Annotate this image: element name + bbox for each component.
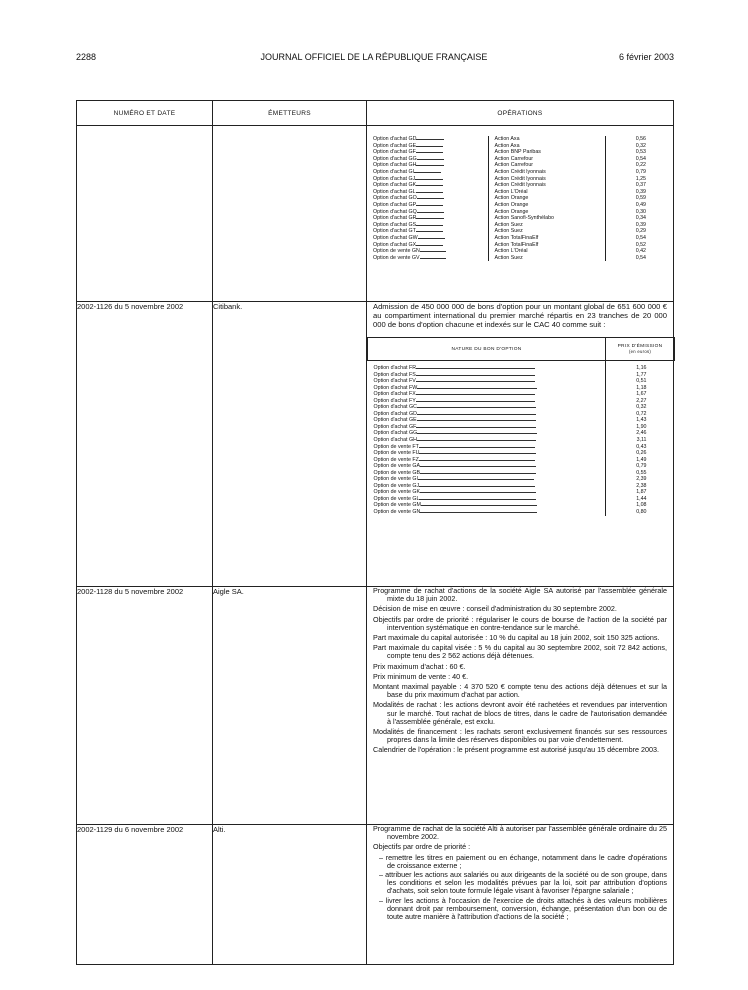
underlying-cell: Action Orange (488, 209, 605, 216)
option-name: Option de vente GN (373, 509, 421, 516)
option-name: Option de vente GA (373, 463, 421, 470)
option-row (367, 228, 674, 235)
price-cell: 0,42 (635, 248, 646, 255)
price-cell: 0,39 (635, 221, 646, 228)
option-name: Option d'achat GR (373, 215, 417, 222)
price-cell: 0,52 (635, 241, 646, 248)
paragraph: Programme de rachat de la société Alti à autoriser par l'assemblée générale ordinaire du 25 novembre 2002. (373, 824, 667, 842)
column-header-number: NUMÉRO ET DATE (77, 101, 213, 126)
underlying-cell: Action BNP Paribas (488, 149, 605, 156)
table-row (77, 302, 674, 587)
option-row (367, 195, 674, 202)
option-name: Option de vente GM (373, 502, 421, 509)
price-cell: 0,32 (606, 404, 675, 411)
price-cell: 0,30 (635, 208, 646, 215)
price-cell: 1,90 (606, 424, 675, 431)
option-name: Option d'achat FX (373, 391, 416, 398)
option-name: Option d'achat GW (373, 234, 418, 241)
dot-leader (416, 242, 443, 246)
dot-leader (416, 222, 443, 226)
underlying-cell: Action Carrefour (488, 162, 605, 169)
issuer-cell: Aigle SA. (213, 587, 367, 825)
underlying-cell: Action Suez (488, 222, 605, 229)
underlying-cell: Action Axa (488, 136, 605, 143)
dot-leader (419, 444, 535, 448)
option-row (367, 136, 674, 143)
number-date-cell: 2002-1128 du 5 novembre 2002 (77, 587, 213, 825)
price-cell: 0,54 (635, 234, 646, 241)
dot-leader (419, 457, 535, 461)
option-name: Option d'achat GX (373, 241, 417, 248)
option-name: Option d'achat FR (373, 365, 417, 371)
option-name-cell (368, 361, 606, 372)
underlying-cell: Action Suez (488, 228, 605, 235)
paragraph: Part maximale du capital visée : 5 % du capital au 30 septembre 2002, soit 72 842 actions, compte tenu des 2 562 actions déjà détenues. (373, 643, 667, 661)
dot-leader (420, 463, 536, 467)
price-cell: 1,43 (606, 417, 675, 424)
issuer-cell: Citibank. (213, 302, 367, 587)
option-row (367, 235, 674, 242)
option-name: Option d'achat GG (373, 155, 417, 162)
dot-leader (418, 476, 534, 480)
underlying-cell: Action Crédit lyonnais (488, 169, 605, 176)
option-name-cell (367, 235, 488, 242)
paragraph: Calendrier de l'opération : le présent programme est autorisé jusqu'au 15 décembre 2003. (373, 745, 660, 755)
paragraph: Modalités de rachat : les actions devront avoir été rachetées et revendues par intervention sur le marché. Tout rachat de blocs de titres, dans le cadre de l'autorisation demandée à l'assemblée générale, est exclu. (373, 700, 667, 726)
dot-leader (417, 385, 536, 389)
option-name: Option d'achat GJ (373, 175, 416, 182)
option-name: Option d'achat GO (373, 195, 417, 202)
option-name: Option d'achat GD (373, 136, 417, 142)
list-item: – remettre les titres en paiement ou en échange, notamment dans le cadre d'opérations de croissance externe ; (379, 852, 667, 870)
option-name: Option d'achat GH (373, 437, 417, 444)
paragraph: Objectifs par ordre de priorité : (373, 842, 471, 852)
price-cell: 0,34 (635, 215, 646, 222)
price-cell: 0,72 (606, 411, 675, 418)
option-name: Option de vente GJ (373, 482, 420, 489)
dot-leader (416, 215, 443, 219)
option-name-cell (367, 209, 488, 216)
option-name: Option d'achat GG (373, 430, 418, 437)
table-header-row (77, 101, 674, 126)
dot-leader (415, 176, 442, 180)
price-cell: 0,43 (606, 444, 675, 451)
price-header (606, 338, 675, 361)
option-row (367, 176, 674, 183)
issuer-cell (213, 126, 367, 302)
paragraph: Prix maximum d'achat : 60 €. (373, 661, 466, 671)
price-cell: 0,80 (606, 509, 675, 516)
option-row (367, 156, 674, 163)
paragraph: Décision de mise en œuvre : conseil d'administration du 30 septembre 2002. (373, 604, 617, 614)
option-name: Option d'achat GQ (373, 208, 417, 215)
dot-leader (416, 162, 443, 166)
option-name: Option de vente GI (373, 476, 418, 483)
option-row (367, 182, 674, 189)
option-name-cell (367, 202, 488, 209)
option-name-cell (367, 182, 488, 189)
number-date-cell: 2002-1126 du 5 novembre 2002 (77, 302, 213, 587)
issuer-cell: Alti. (213, 825, 367, 965)
price-cell: 0,51 (606, 378, 675, 385)
option-name-cell (367, 215, 488, 222)
option-name: Option d'achat FS (373, 371, 416, 378)
price-cell: 0,26 (606, 450, 675, 457)
option-name: Option d'achat GP (373, 201, 417, 208)
price-cell: 1,08 (606, 502, 675, 509)
price-header-label: PRIX D'ÉMISSION (617, 344, 663, 349)
price-cell: 0,22 (635, 162, 646, 169)
dot-leader (416, 391, 535, 395)
option-name-cell (367, 156, 488, 163)
price-cell: 0,79 (635, 168, 646, 175)
dot-leader (416, 202, 443, 206)
price-cell: 1,44 (606, 496, 675, 503)
option-name: Option de vente FU (373, 450, 420, 457)
option-name: Option de vente GV (373, 254, 420, 261)
dot-leader (417, 156, 444, 160)
number-date-cell: 2002-1129 du 6 novembre 2002 (77, 825, 213, 965)
paragraph: Programme de rachat d'actions de la société Aigle SA autorisé par l'assemblée générale mixte du 18 juin 2002. (373, 586, 667, 604)
dot-leader (417, 411, 536, 415)
price-cell: 1,16 (606, 361, 675, 372)
dot-leader (416, 424, 535, 428)
price-cell: 0,55 (606, 470, 675, 477)
option-name: Option d'achat GE (373, 417, 417, 424)
price-cell: 1,18 (606, 385, 675, 392)
price-cell: 0,49 (635, 201, 646, 208)
underlying-cell: Action L'Oréal (488, 189, 605, 196)
column-header-operations: OPÉRATIONS (367, 101, 674, 126)
option-name-cell (367, 222, 488, 229)
price-cell: 0,79 (606, 463, 675, 470)
paragraph: Objectifs par ordre de priorité : régulariser le cours de bourse de l'action de la société par intervention systématique en contre-tendance sur le marché. (373, 614, 667, 632)
operations-cell (367, 302, 674, 587)
option-name-cell (367, 248, 488, 255)
dot-leader (416, 372, 535, 376)
table-row (77, 587, 674, 825)
option-row (367, 189, 674, 196)
column-header-issuer: ÉMETTEURS (213, 101, 367, 126)
journal-title: JOURNAL OFFICIEL DE LA RÉPUBLIQUE FRANÇAISE (260, 52, 488, 62)
option-name-cell (367, 162, 488, 169)
option-name-cell (367, 136, 488, 143)
underlying-cell: Action Orange (488, 202, 605, 209)
price-cell: 1,49 (606, 457, 675, 464)
option-row (367, 255, 674, 262)
dot-leader (414, 169, 441, 173)
dot-leader (417, 437, 536, 441)
dot-leader (419, 496, 535, 500)
dot-leader (416, 365, 535, 369)
option-row (367, 202, 674, 209)
option-name: Option de vente FT (373, 443, 419, 450)
table-row (77, 126, 674, 302)
option-name: Option d'achat GL (373, 188, 416, 195)
dot-leader (416, 228, 443, 232)
operation-text (367, 587, 673, 755)
list-item: – attribuer les actions aux salariés ou aux dirigeants de la société ou de son groupe, dans les conditions et selon les modalités prévues par la loi, soit par attribution d'options d'achats, soit selon toute formule légale visant à favoriser l'épargne salariale ; (379, 870, 667, 896)
paragraph: Part maximale du capital autorisée : 10 % du capital au 18 juin 2002, soit 150 325 actions. (373, 633, 660, 643)
price-cell: 1,77 (606, 372, 675, 379)
option-name-cell (367, 149, 488, 156)
option-name-cell (367, 143, 488, 150)
option-list (367, 136, 674, 261)
operation-text (367, 825, 673, 921)
option-price-table (367, 337, 675, 516)
option-name: Option d'achat GE (373, 142, 417, 149)
dot-leader (417, 209, 444, 213)
operation-intro (367, 302, 673, 329)
dot-leader (416, 136, 443, 140)
option-name-cell (368, 509, 606, 516)
option-table-header (368, 338, 675, 361)
list-item: – livrer les actions à l'occasion de l'exercice de droits attachés à des valeurs mobilières donnant droit par remboursement, conversion, échange, présentation d'un bon ou de toute autre manière à l'attribution d'actions de la société ; (379, 895, 667, 922)
dot-leader (420, 255, 446, 259)
underlying-cell: Action Carrefour (488, 156, 605, 163)
option-name: Option d'achat GF (373, 149, 416, 156)
option-row (368, 361, 675, 372)
price-cell: 0,59 (635, 195, 646, 202)
dot-leader (420, 509, 536, 513)
option-name-cell (367, 228, 488, 235)
option-name: Option de vente FZ (373, 456, 419, 463)
option-row (367, 215, 674, 222)
number-cell (77, 126, 213, 302)
dot-leader (417, 430, 536, 434)
option-name-cell (367, 195, 488, 202)
price-cell: 2,27 (606, 398, 675, 405)
option-name: Option de vente GB (373, 469, 421, 476)
underlying-cell: Action L'Oréal (488, 248, 605, 255)
option-row (367, 222, 674, 229)
underlying-cell: Action Orange (488, 195, 605, 202)
option-row (367, 149, 674, 156)
option-name-cell (367, 255, 488, 262)
nature-header: NATURE DU BON D'OPTION (368, 338, 606, 361)
underlying-cell: Action Crédit lyonnais (488, 176, 605, 183)
option-row (367, 162, 674, 169)
option-row (367, 169, 674, 176)
dot-leader (416, 182, 443, 186)
dot-leader (419, 450, 535, 454)
price-cell: 1,87 (606, 489, 675, 496)
option-row (367, 143, 674, 150)
paragraph: Modalités de financement : les rachats seront exclusivement financés sur ses ressources propres dans la limite des réserves disponibles ou par voie d'endettement. (373, 727, 667, 745)
dot-leader (416, 143, 443, 147)
option-name: Option d'achat FW (373, 384, 418, 391)
paragraph: Prix minimum de vente : 40 €. (373, 671, 469, 681)
operations-cell (367, 825, 674, 965)
publication-date: 6 février 2003 (618, 52, 674, 62)
option-name-cell (367, 242, 488, 249)
underlying-cell: Action Axa (488, 143, 605, 150)
option-name: Option d'achat GK (373, 182, 417, 189)
option-row (368, 509, 675, 516)
option-name: Option d'achat GF (373, 423, 417, 430)
option-name: Option d'achat GI (373, 168, 415, 175)
underlying-cell: Action Crédit lyonnais (488, 182, 605, 189)
dot-leader (416, 398, 535, 402)
dot-leader (417, 404, 536, 408)
price-cell: 0,54 (635, 254, 646, 261)
dot-leader (416, 149, 443, 153)
price-header-unit: (en euros) (628, 349, 652, 354)
dot-leader (419, 483, 535, 487)
dot-leader (421, 502, 537, 506)
price-cell: 2,38 (606, 483, 675, 490)
option-name: Option de vente GK (373, 489, 421, 496)
price-cell: 0,37 (635, 182, 646, 189)
option-row (367, 209, 674, 216)
operations-cell (367, 587, 674, 825)
option-name: Option d'achat FY (373, 397, 416, 404)
price-cell: 0,29 (635, 228, 646, 235)
price-cell: 0,56 (635, 136, 646, 142)
price-cell: 0,39 (635, 188, 646, 195)
option-name-cell (367, 176, 488, 183)
price-cell: 1,25 (635, 175, 646, 182)
dot-leader (420, 489, 536, 493)
intro-paragraph: Admission de 450 000 000 de bons d'option pour un montant global de 651 600 000 € au compartiment international du premier marché répartis en 23 tranches de 20 000 000 de bons d'option chacune et indexés sur le CAC 40 comme suit : (373, 302, 667, 329)
option-name: Option d'achat FV (373, 378, 416, 385)
dot-leader (416, 189, 443, 193)
option-name-cell (367, 169, 488, 176)
option-name: Option d'achat GD (373, 410, 417, 417)
option-name: Option d'achat GS (373, 221, 417, 228)
paragraph: Montant maximal payable : 4 370 520 € compte tenu des actions déjà détenues et sur la base du prix maximum d'achat par action. (373, 682, 667, 700)
operations-cell (367, 126, 674, 302)
underlying-cell: Action Suez (488, 255, 605, 262)
dot-leader (416, 378, 535, 382)
page-number: 2288 (76, 52, 97, 62)
objective-list (373, 854, 667, 922)
option-name: Option d'achat GH (373, 162, 417, 169)
price-cell: 2,46 (606, 430, 675, 437)
underlying-cell: Action Sanofi-Synthélabo (488, 215, 605, 222)
dot-leader (420, 470, 536, 474)
option-row (367, 248, 674, 255)
price-cell: 0,53 (635, 149, 646, 156)
table-row (77, 825, 674, 965)
dot-leader (418, 235, 445, 239)
underlying-cell: Action TotalFinaElf (488, 242, 605, 249)
underlying-cell: Action TotalFinaElf (488, 235, 605, 242)
option-name: Option de vente GN (373, 248, 420, 255)
dot-leader (420, 248, 446, 252)
price-cell: 0,32 (635, 142, 646, 149)
option-row (367, 242, 674, 249)
dot-leader (417, 195, 444, 199)
price-cell: 3,11 (606, 437, 675, 444)
dot-leader (417, 417, 536, 421)
operations-table (76, 100, 674, 965)
price-cell: 0,54 (635, 155, 646, 162)
price-cell: 1,67 (606, 391, 675, 398)
price-cell: 2,39 (606, 476, 675, 483)
option-name: Option d'achat GC (373, 404, 417, 411)
option-name: Option d'achat GT (373, 228, 416, 235)
option-name-cell (367, 189, 488, 196)
option-name: Option de vente GL (373, 495, 420, 502)
